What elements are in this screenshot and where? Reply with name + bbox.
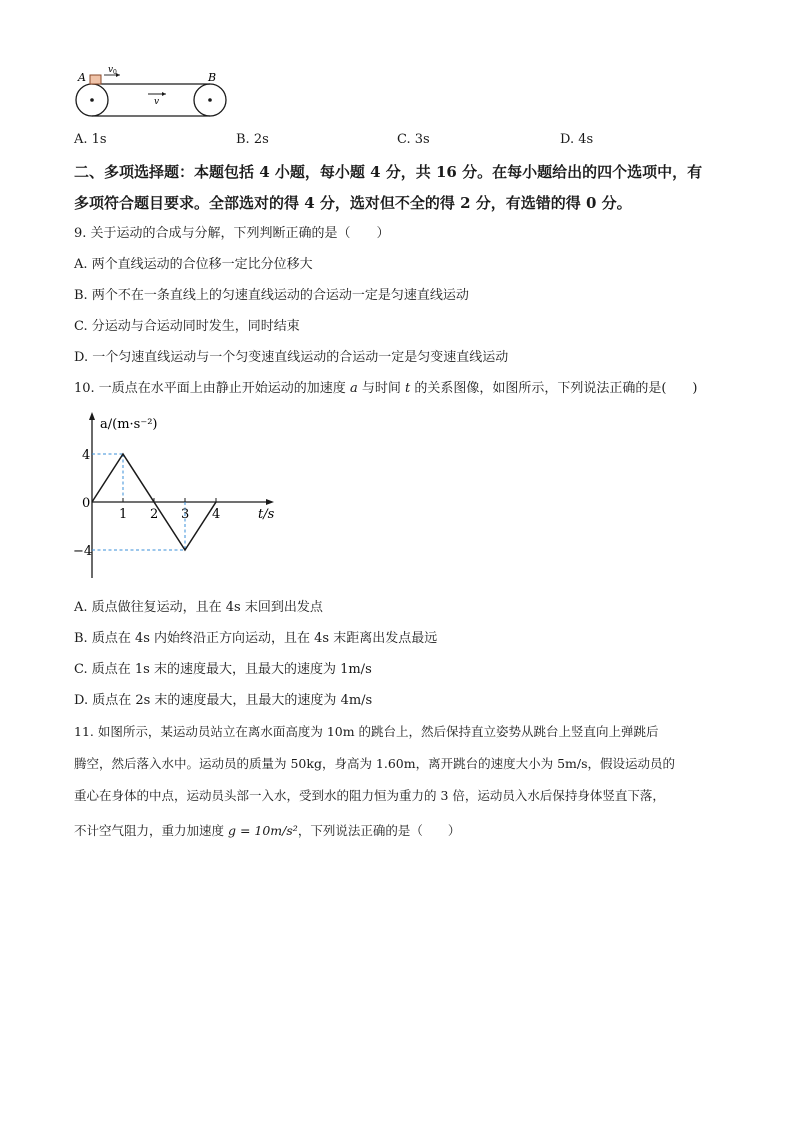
- q9-option-b[interactable]: B. 两个不在一条直线上的匀速直线运动的合运动一定是匀速直线运动: [74, 288, 469, 303]
- gravity-formula: g = 10m/s²: [227, 823, 298, 838]
- q9-option-d[interactable]: D. 一个匀速直线运动与一个匀变速直线运动的合运动一定是匀变速直线运动: [74, 350, 509, 365]
- q8-option-c[interactable]: C. 3s: [397, 132, 430, 147]
- x-tick-label-2: 2: [150, 507, 159, 522]
- label-v: v: [154, 97, 160, 107]
- q10-stem-t: t: [404, 381, 411, 396]
- q10-stem: [74, 380, 698, 398]
- q10-option-a[interactable]: A. 质点做往复运动，且在 4s 末回到出发点: [74, 600, 323, 615]
- label-b: B: [208, 71, 217, 84]
- y-tick-label-0: 4: [82, 448, 91, 463]
- label-v0: v: [108, 66, 114, 75]
- x-tick-label-3: 3: [181, 507, 190, 522]
- block: [90, 75, 101, 84]
- q8-option-d[interactable]: D. 4s: [560, 132, 594, 147]
- x-axis-label: t/s: [258, 507, 275, 522]
- q11-line4-part1: 不计空气阻力，重力加速度: [74, 823, 228, 838]
- section2-heading-line2: 多项符合题目要求。全部选对的得 4 分，选对但不全的得 2 分，有选错的得 0 分。: [74, 194, 632, 212]
- section2-heading-line1: 二、多项选择题：本题包括 4 小题，每小题 4 分，共 16 分。在每小题给出的四个选项中，有: [74, 163, 703, 181]
- q11-line4: [74, 822, 460, 840]
- q11-line4-part2: ，下列说法正确的是（ ）: [297, 823, 461, 838]
- label-a: A: [78, 71, 86, 84]
- q10-option-c[interactable]: C. 质点在 1s 末的速度最大，且最大的速度为 1m/s: [74, 662, 372, 677]
- y-tick-label-2: −4: [73, 544, 93, 559]
- x-axis-arrow: [266, 499, 274, 505]
- q10-stem-a: a: [349, 381, 358, 396]
- acceleration-time-graph: [70, 408, 290, 586]
- label-v0-sub: 0: [113, 69, 117, 76]
- q8-option-a[interactable]: A. 1s: [74, 132, 107, 147]
- y-tick-label-1: 0: [82, 496, 91, 511]
- q10-option-d[interactable]: D. 质点在 2s 末的速度最大，且最大的速度为 4m/s: [74, 693, 373, 708]
- q11-line3: 重心在身体的中点，运动员头部一入水，受到水的阻力恒为重力的 3 倍，运动员入水后保持身体竖直下落，: [74, 788, 665, 803]
- q8-option-b[interactable]: B. 2s: [236, 132, 269, 147]
- q9-option-c[interactable]: C. 分运动与合运动同时发生，同时结束: [74, 319, 300, 334]
- q10-stem-part2: 与时间: [357, 381, 405, 396]
- q10-option-b[interactable]: B. 质点在 4s 内始终沿正方向运动，且在 4s 末距离出发点最远: [74, 631, 438, 646]
- q11-line2: 腾空，然后落入水中。运动员的质量为 50kg，身高为 1.60m，离开跳台的速度大小为 5m/s，假设运动员的: [74, 756, 676, 771]
- y-axis-label: a/(m·s⁻²): [100, 417, 158, 432]
- x-tick-label-1: 1: [119, 507, 128, 522]
- y-axis-arrow: [89, 412, 95, 420]
- q10-stem-part1: 10. 一质点在水平面上由静止开始运动的加速度: [74, 381, 350, 396]
- q11-line1: 11. 如图所示，某运动员站立在离水面高度为 10m 的跳台上，然后保持直立姿势从跳台上竖直向上弹跳后: [74, 724, 659, 739]
- q9-option-a[interactable]: A. 两个直线运动的合位移一定比分位移大: [74, 257, 313, 272]
- conveyor-belt-figure: [70, 66, 240, 122]
- q9-stem: 9. 关于运动的合成与分解，下列判断正确的是（ ）: [74, 226, 390, 241]
- x-tick-label-4: 4: [212, 507, 221, 522]
- q10-stem-part3: 的关系图像，如图所示，下列说法正确的是( ): [410, 381, 698, 396]
